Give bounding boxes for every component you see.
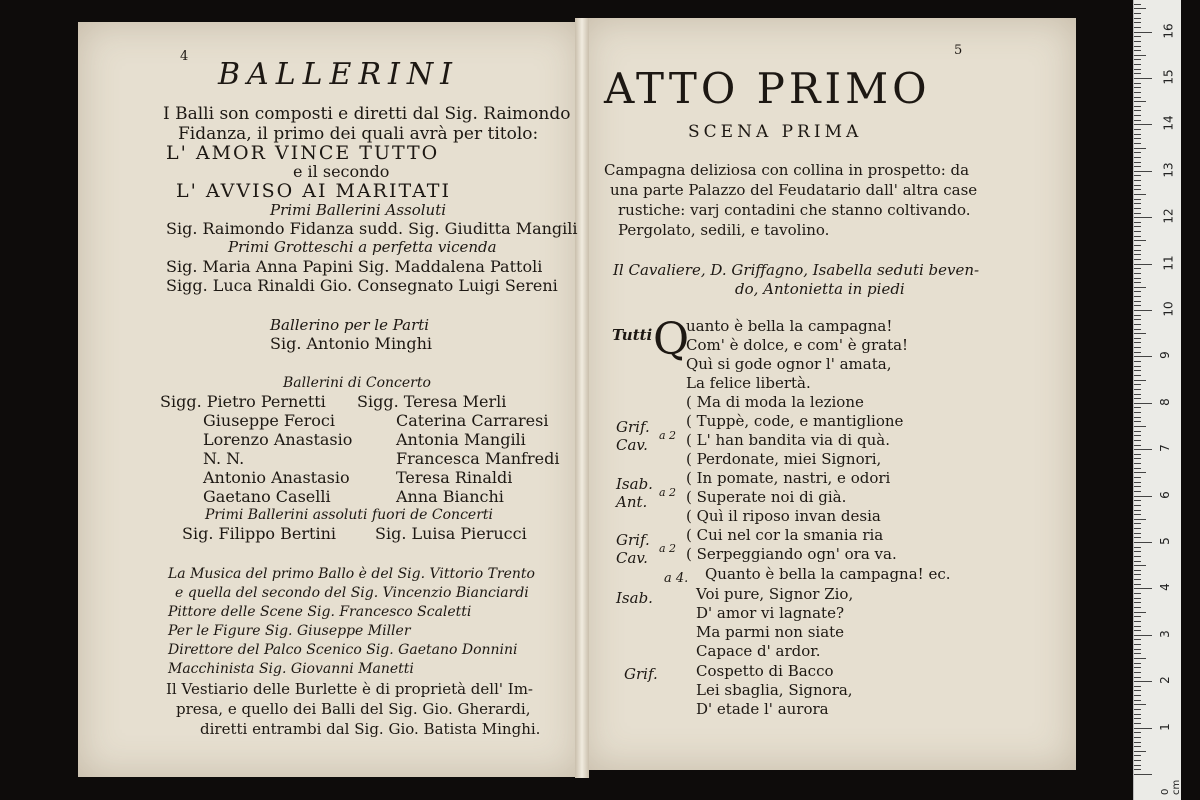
ruler-tick [1134,690,1141,691]
setting-line: Campagna deliziosa con collina in prospetto: da [604,161,970,179]
ruler-tick [1134,505,1141,506]
credit-line: Direttore del Palco Scenico Sig. Gaetano Donnini [168,642,518,658]
ruler-number: 15 [1161,69,1176,85]
ruler-tick [1134,78,1152,79]
ruler-tick [1134,245,1141,246]
fuori-name-2: Sig. Luisa Pierucci [375,524,527,543]
speaker-cav: Cav. [616,549,648,567]
ruler-tick [1134,435,1141,436]
ruler-tick [1134,588,1152,589]
left-page-number: 4 [180,49,189,64]
ruler-tick [1134,92,1141,93]
ruler-tick [1134,55,1146,56]
ruler-tick [1134,649,1141,650]
verse-line: Cospetto di Bacco [696,662,834,680]
drop-cap: Q [653,314,690,365]
grotteschi-line-2: Sigg. Luca Rinaldi Gio. Consegnato Luigi Sereni [166,276,558,295]
ruler-tick [1134,574,1141,575]
ruler-tick [1134,310,1152,311]
verse-line: ( In pomate, nastri, e odori [686,469,891,487]
speaker-grif: Grif. [616,418,650,436]
ruler-tick [1134,342,1141,343]
ruler-tick [1134,27,1141,28]
ruler-tick [1134,106,1141,107]
a2-marker: a 2 [659,429,677,442]
ruler-tick [1134,593,1141,594]
ruler-tick [1134,22,1141,23]
ruler-tick [1134,226,1141,227]
ruler-tick [1134,510,1141,511]
ruler-tick [1134,329,1141,330]
scene-title: SCENA PRIMA [688,122,863,142]
ruler-number: 7 [1157,444,1172,453]
list-item: Lorenzo Anastasio [203,430,353,449]
ruler-tick [1134,13,1141,14]
ruler-tick [1134,551,1141,552]
vestiario-line: diretti entrambi dal Sig. Gio. Batista Minghi. [200,720,541,738]
credit-line: La Musica del primo Ballo è del Sig. Vittorio Trento [168,566,535,582]
ruler-tick [1134,602,1141,603]
ruler-tick [1134,389,1141,390]
ruler-number: 10 [1161,301,1176,317]
ruler-number: 5 [1157,537,1172,545]
ruler-tick [1134,59,1141,60]
a2-marker: a 2 [659,542,677,555]
ruler-unit-label: 0 cm [1160,779,1182,795]
verse-line: Ma parmi non siate [696,623,845,641]
vestiario-line: presa, e quello dei Balli del Sig. Gio. Gherardi, [176,700,531,718]
ruler-tick [1134,407,1141,408]
ruler-tick [1134,491,1141,492]
ruler-tick [1134,612,1146,613]
ruler-tick [1134,663,1141,664]
left-heading: BALLERINI [218,57,459,92]
ruler-tick [1134,695,1141,696]
verse-line: Quanto è bella la campagna! ec. [705,565,951,583]
ruler-tick [1134,463,1141,464]
ruler-tick [1134,755,1141,756]
ruler-tick [1134,315,1141,316]
fuori-name-1: Sig. Filippo Bertini [182,524,336,543]
ruler-tick [1134,101,1146,102]
ruler-tick [1134,356,1152,357]
credit-line: Pittore delle Scene Sig. Francesco Scaletti [168,604,472,620]
ruler-tick [1134,64,1141,65]
ruler-tick [1134,384,1141,385]
speaker-grif: Grif. [616,531,650,549]
list-item: Giuseppe Feroci [203,411,335,430]
primi-assoluti-label: Primi Ballerini Assoluti [270,201,447,219]
ruler-tick [1134,537,1141,538]
list-item: Antonio Anastasio [203,468,350,487]
ruler-number: 16 [1161,22,1176,39]
ruler-tick [1134,254,1141,255]
ballo-1-title: L' AMOR VINCE TUTTO [166,142,440,164]
ruler-tick [1134,69,1141,70]
ruler-tick [1134,199,1141,200]
ruler-tick [1134,375,1141,376]
parti-name: Sig. Antonio Minghi [270,334,433,353]
ruler-tick [1134,180,1141,181]
ruler-tick [1134,120,1141,121]
grotteschi-label: Primi Grotteschi a perfetta vicenda [228,238,497,256]
parti-label: Ballerino per le Parti [270,316,430,334]
ruler-tick [1134,658,1146,659]
ruler-tick [1134,765,1141,766]
ruler-tick [1134,639,1141,640]
ruler-tick [1134,565,1146,566]
verse-line: Capace d' ardor. [696,642,821,660]
ruler-tick [1134,714,1141,715]
ruler-tick [1134,421,1141,422]
ruler-tick [1134,268,1141,269]
ruler-tick [1134,347,1141,348]
verse-line: Quì si gode ognor l' amata, [686,355,892,373]
a4-marker: a 4. [664,571,689,586]
ruler-tick [1134,533,1141,534]
ruler-tick [1134,203,1141,204]
list-item: Caterina Carraresi [396,411,549,430]
ruler-tick [1134,282,1141,283]
ruler-tick [1134,556,1141,557]
ruler-tick [1134,482,1141,483]
ruler-number: 13 [1161,162,1176,178]
ruler-number: 2 [1157,676,1172,685]
ruler-number: 1 [1157,722,1172,731]
ruler-tick [1134,301,1141,302]
list-item: Sigg. Pietro Pernetti [160,392,326,411]
ruler-tick [1134,500,1141,501]
measuring-ruler [1133,0,1181,800]
ruler-tick [1134,115,1141,116]
ruler-number: 9 [1157,351,1172,360]
ruler-tick [1134,185,1141,186]
ruler-tick [1134,672,1141,673]
ruler-tick [1134,370,1141,371]
ruler-tick [1134,737,1141,738]
ruler-tick [1134,264,1152,265]
speaker-cav: Cav. [616,436,648,454]
ruler-tick [1134,278,1141,279]
ruler-number: 6 [1157,490,1172,499]
intro-line-1: I Balli son composti e diretti dal Sig. Raimondo [163,104,571,124]
ruler-tick [1134,380,1146,381]
ruler-tick [1134,319,1141,320]
ruler-tick [1134,751,1146,752]
ruler-tick [1134,579,1141,580]
ruler-tick [1134,417,1141,418]
ruler-tick [1134,570,1141,571]
ruler-tick [1134,635,1152,636]
ruler-number: 3 [1157,629,1172,638]
credit-line: e quella del secondo del Sig. Vincenzio Bianciardi [175,585,529,601]
ruler-tick [1134,194,1146,195]
ruler-tick [1134,746,1141,747]
ruler-tick [1134,394,1141,395]
ruler-tick [1134,728,1152,729]
ballo-2-title: L' AVVISO AI MARITATI [176,180,451,202]
ruler-tick [1134,732,1141,733]
ruler-tick [1134,157,1141,158]
ruler-tick [1134,704,1146,705]
list-item: N. N. [203,449,245,468]
ruler-tick [1134,496,1152,497]
ruler-tick [1134,273,1141,274]
ruler-number: 12 [1161,208,1176,224]
ruler-tick [1134,454,1141,455]
ruler-tick [1134,8,1146,9]
ruler-tick [1134,148,1146,149]
ruler-tick [1134,440,1141,441]
speaker-isab: Isab. [616,589,653,607]
ruler-tick [1134,333,1146,334]
ruler-tick [1134,718,1141,719]
concerto-label: Ballerini di Concerto [283,375,431,391]
ruler-tick [1134,561,1141,562]
ruler-tick [1134,32,1152,33]
ruler-tick [1134,477,1141,478]
ruler-tick [1134,296,1141,297]
ruler-number: 14 [1161,115,1176,132]
vestiario-line: Il Vestiario delle Burlette è di proprietà dell' Im- [166,680,533,698]
setting-line: rustiche: varj contadini che stanno coltivando. [618,201,971,219]
ruler-tick [1134,630,1141,631]
ruler-tick [1134,468,1141,469]
ruler-tick [1134,213,1141,214]
ruler-tick [1134,626,1141,627]
ruler-number: 4 [1157,583,1172,592]
credit-line: Macchinista Sig. Giovanni Manetti [168,661,414,677]
list-item: Sigg. Teresa Merli [357,392,507,411]
setting-line: Pergolato, sedili, e tavolino. [618,221,830,239]
ruler-tick [1134,607,1141,608]
ruler-tick [1134,217,1152,218]
characters-line-2: do, Antonietta in piedi [735,280,905,298]
fuori-label: Primi Ballerini assoluti fuori de Concerti [205,507,493,523]
ruler-tick [1134,584,1141,585]
ruler-tick [1134,686,1141,687]
ruler-tick [1134,616,1141,617]
ruler-tick [1134,486,1141,487]
ruler-tick [1134,412,1141,413]
list-item: Gaetano Caselli [203,487,331,506]
verse-line: ( Serpeggiando ogn' ora va. [686,545,897,563]
verse-line: uanto è bella la campagna! [686,317,893,335]
book-gutter [575,18,589,778]
ruler-tick [1134,124,1152,125]
ruler-tick [1134,50,1141,51]
primi-assoluti-names: Sig. Raimondo Fidanza sudd. Sig. Giuditta Mangili [166,219,578,238]
ruler-tick [1134,240,1146,241]
ruler-tick [1134,366,1141,367]
ruler-tick [1134,36,1141,37]
list-item: Anna Bianchi [396,487,504,506]
ruler-tick [1134,18,1141,19]
ruler-tick [1134,398,1141,399]
ruler-tick [1134,667,1141,668]
speaker-isab: Isab. [616,475,653,493]
a2-marker: a 2 [659,486,677,499]
verse-line: Com' è dolce, e com' è grata! [686,336,909,354]
ruler-tick [1134,166,1141,167]
ruler-tick [1134,236,1141,237]
verse-line: ( Superate noi di già. [686,488,847,506]
list-item: Antonia Mangili [396,430,526,449]
ruler-tick [1134,352,1141,353]
ruler-tick [1134,709,1141,710]
ruler-tick [1134,621,1141,622]
ruler-tick [1134,523,1141,524]
setting-line: una parte Palazzo del Feudatario dall' altra case [610,181,978,199]
ruler-tick [1134,542,1152,543]
right-page-number: 5 [954,43,963,58]
verse-line: ( Perdonate, miei Signori, [686,450,882,468]
ruler-tick [1134,742,1141,743]
grotteschi-line-1: Sig. Maria Anna Papini Sig. Maddalena Pattoli [166,257,543,276]
characters-line-1: Il Cavaliere, D. Griffagno, Isabella seduti beven- [613,261,980,279]
verse-line: ( L' han bandita via di quà. [686,431,890,449]
verse-line: ( Ma di moda la lezione [686,393,864,411]
ruler-tick [1134,519,1146,520]
ruler-tick [1134,361,1141,362]
verse-line: Voi pure, Signor Zio, [696,585,854,603]
ruler-tick [1134,73,1141,74]
ruler-tick [1134,83,1141,84]
ruler-tick [1134,291,1141,292]
list-item: Teresa Rinaldi [396,468,513,487]
ruler-tick [1134,287,1146,288]
ruler-tick [1134,338,1141,339]
ruler-tick [1134,472,1146,473]
ruler-tick [1134,723,1141,724]
ruler-tick [1134,250,1141,251]
ruler-tick [1134,4,1141,5]
ruler-tick [1134,769,1141,770]
speaker-grif: Grif. [624,665,658,683]
ruler-tick [1134,46,1141,47]
verse-line: ( Cui nel cor la smania ria [686,526,884,544]
connector-text: e il secondo [293,162,390,181]
ruler-tick [1134,644,1141,645]
ruler-tick [1134,162,1141,163]
ruler-tick [1134,426,1146,427]
ruler-tick [1134,700,1141,701]
intro-line-2: Fidanza, il primo dei quali avrà per titolo: [178,124,539,144]
act-title: ATTO PRIMO [604,64,931,113]
ruler-tick [1134,449,1152,450]
ruler-tick [1134,231,1141,232]
ruler-number: 11 [1161,254,1176,271]
ruler-tick [1134,324,1141,325]
ruler-tick [1134,134,1141,135]
ruler-tick [1134,189,1141,190]
speaker-tutti: Tutti [612,326,653,344]
ruler-number: 8 [1157,397,1172,406]
ruler-tick [1134,677,1141,678]
verse-line: D' amor vi lagnate? [696,604,844,622]
ruler-tick [1134,653,1141,654]
verse-line: La felice libertà. [686,374,811,392]
ruler-tick [1134,41,1141,42]
ruler-tick [1134,129,1141,130]
ruler-tick [1134,208,1141,209]
verse-line: Lei sbaglia, Signora, [696,681,853,699]
ruler-tick [1134,528,1141,529]
ruler-tick [1134,760,1141,761]
ruler-tick [1134,445,1141,446]
ruler-tick [1134,514,1141,515]
credit-line: Per le Figure Sig. Giuseppe Miller [168,623,411,639]
ruler-tick [1134,598,1141,599]
ruler-tick [1134,87,1141,88]
ruler-tick [1134,259,1141,260]
ruler-tick [1134,403,1152,404]
ruler-tick [1134,175,1141,176]
ruler-tick [1134,152,1141,153]
ruler-tick [1134,431,1141,432]
ruler-tick [1134,138,1141,139]
ruler-tick [1134,171,1152,172]
ruler-tick [1134,681,1152,682]
ruler-tick [1134,97,1141,98]
ruler-tick [1134,547,1141,548]
list-item: Francesca Manfredi [396,449,560,468]
speaker-ant: Ant. [616,493,648,511]
verse-line: ( Quì il riposo invan desia [686,507,881,525]
ruler-tick [1134,222,1141,223]
ruler-tick [1134,305,1141,306]
ruler-tick [1134,143,1141,144]
verse-line: D' etade l' aurora [696,700,829,718]
ruler-tick [1134,458,1141,459]
verse-line: ( Tuppè, code, e mantiglione [686,412,904,430]
ruler-tick [1134,110,1141,111]
ruler-tick [1134,774,1152,775]
